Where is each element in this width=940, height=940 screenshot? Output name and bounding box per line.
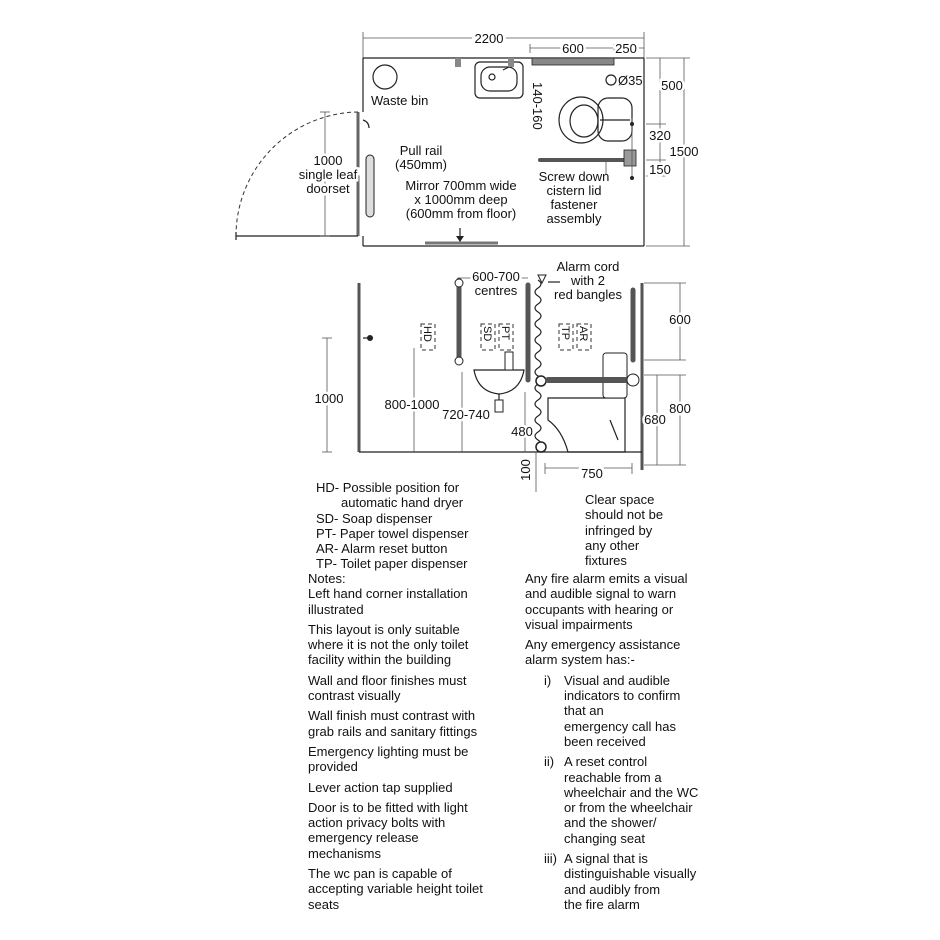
legend-row: PT- Paper towel dispenser	[316, 525, 469, 541]
elev-dim-480: 480	[511, 424, 533, 439]
dim-500: 500	[661, 78, 683, 93]
grab-rail-offset-dim: 250	[615, 41, 637, 56]
elev-dim-750: 750	[581, 466, 603, 481]
mirror-label-3: (600mm from floor)	[405, 206, 517, 221]
note-line: Left hand corner installation	[308, 586, 468, 602]
legend-row: SD- Soap dispenser	[316, 510, 433, 526]
note-line: visual impairments	[525, 616, 633, 632]
note-line: or from the wheelchair	[564, 800, 693, 816]
note-line: contrast visually	[308, 688, 401, 704]
note-line: and audible signal to warn	[525, 586, 677, 602]
note-line: where it is not the only toilet	[308, 637, 469, 653]
basin-offset-dim: 140-160	[530, 82, 545, 130]
note-line: emergency call has	[564, 718, 676, 734]
note-line: Any emergency assistance	[525, 637, 681, 653]
note-line: Any fire alarm emits a visual	[525, 571, 688, 586]
note-line: grab rails and sanitary fittings	[308, 723, 478, 739]
note-line: action privacy bolts with	[308, 815, 446, 831]
note-line: alarm system has:-	[525, 652, 635, 668]
elev-dim-800: 800	[669, 401, 691, 416]
grab-rail-width-dim: 600	[562, 41, 584, 56]
mirror-label-1: Mirror 700mm wide	[405, 178, 517, 193]
screw-label-1: Screw down	[538, 169, 610, 184]
screw-label-2: cistern lid	[546, 183, 602, 198]
note-line: illustrated	[308, 601, 364, 617]
note-line: distinguishable visually	[564, 866, 697, 882]
note-paragraph	[525, 571, 698, 632]
note-line: reachable from a	[564, 769, 662, 785]
note-line: changing seat	[564, 830, 645, 846]
alarm-requirement-item	[544, 851, 698, 912]
alarm-requirement-item	[544, 673, 698, 749]
pull-rail-label-2: (450mm)	[394, 157, 448, 172]
waste-bin-label: Waste bin	[371, 93, 429, 108]
elev-dim-1000: 1000	[314, 391, 344, 406]
note-line: The wc pan is capable of	[308, 866, 452, 882]
note-line: facility within the building	[308, 652, 452, 668]
clear-space-note	[585, 492, 663, 568]
alarm-label-2: with 2	[571, 273, 605, 288]
item-number: ii)	[544, 754, 555, 770]
elev-dim-600: 600	[669, 312, 691, 327]
hd-marker: HD	[421, 326, 433, 342]
elevation-view	[315, 259, 691, 492]
alarm-label-1: Alarm cord	[556, 259, 620, 274]
plan-view	[236, 31, 698, 246]
note-paragraph	[308, 571, 483, 617]
basin-elevation-icon	[474, 370, 524, 394]
note-line: indicators to confirm	[564, 688, 681, 704]
elev-dim-680: 680	[644, 412, 666, 427]
note-paragraph	[308, 622, 483, 668]
plan-width-dim: 2200	[474, 31, 504, 46]
note-line: provided	[308, 759, 358, 775]
legend-row: TP- Toilet paper dispenser	[316, 556, 468, 572]
note-line: mechanisms	[308, 845, 381, 861]
pull-rail-icon	[366, 155, 374, 217]
note-paragraph	[308, 673, 483, 704]
item-text	[564, 673, 680, 749]
note-line: Lever action tap supplied	[308, 779, 453, 795]
alarm-requirements-list	[525, 673, 698, 912]
elev-dim-720-740: 720-740	[442, 407, 490, 422]
elev-dim-100: 100	[518, 459, 533, 481]
note-line: Wall and floor finishes must	[308, 672, 467, 688]
clear-space-line: Clear space	[585, 492, 655, 507]
alarm-label-3: red bangles	[554, 287, 622, 302]
note-line: and audibly from	[564, 881, 661, 897]
alarm-requirement-item	[544, 754, 698, 846]
note-paragraph	[308, 780, 483, 795]
note-line: Door is to be fitted with light	[308, 799, 468, 815]
door-label-3: doorset	[306, 181, 350, 196]
note-line: Emergency lighting must be	[308, 743, 469, 759]
ar-marker: AR	[577, 326, 589, 342]
note-line: wheelchair and the WC	[564, 784, 699, 800]
note-paragraph	[308, 866, 483, 912]
note-paragraph	[525, 637, 698, 668]
item-number: i)	[544, 672, 552, 688]
note-line: Wall finish must contrast with	[308, 708, 476, 724]
clear-space-line: any other	[585, 537, 640, 553]
door-label-2: single leaf	[298, 167, 358, 182]
elev-dim-800-1000: 800-1000	[384, 397, 440, 412]
legend	[316, 480, 468, 572]
door-label-1: 1000	[313, 153, 343, 168]
note-paragraph	[308, 744, 483, 775]
clear-space-line: fixtures	[585, 553, 627, 569]
note-line: This layout is only suitable	[308, 621, 460, 637]
note-line: seats	[308, 896, 340, 912]
pt-marker: PT	[499, 326, 511, 341]
item-text	[564, 754, 698, 846]
clear-space-line: infringed by	[585, 522, 653, 538]
centres-label-1: 600-700	[472, 269, 520, 284]
dim-150: 150	[649, 162, 671, 177]
note-line: accepting variable height toilet	[308, 881, 483, 897]
screw-label-3: fastener	[550, 197, 598, 212]
mirror-label-2: x 1000mm deep	[414, 192, 508, 207]
waste-bin-icon	[373, 65, 397, 89]
note-line: been received	[564, 733, 646, 749]
item-text	[564, 851, 696, 912]
note-line: A signal that is	[564, 851, 648, 867]
notes-right	[525, 571, 698, 917]
item-number: iii)	[544, 851, 557, 867]
sd-marker: SD	[481, 326, 493, 342]
note-line: Visual and audible	[564, 672, 671, 688]
screw-label-4: assembly	[546, 211, 602, 226]
note-paragraph	[308, 800, 483, 861]
note-paragraph	[308, 708, 483, 739]
clear-space-line: should not be	[585, 507, 664, 523]
note-line: A reset control	[564, 754, 648, 770]
notes-left	[308, 571, 483, 917]
rail-diameter-dim: Ø35	[618, 73, 643, 88]
tp-marker: TP	[559, 326, 571, 341]
dim-1500: 1500	[669, 144, 699, 159]
note-line: Notes:	[308, 571, 346, 586]
centres-label-2: centres	[474, 283, 518, 298]
note-line: emergency release	[308, 830, 419, 846]
note-line: occupants with hearing or	[525, 601, 674, 617]
legend-row: HD- Possible position for	[316, 480, 460, 495]
pull-rail-label-1: Pull rail	[399, 143, 443, 158]
note-line: and the shower/	[564, 815, 657, 831]
note-line: the fire alarm	[564, 896, 640, 912]
legend-row: automatic hand dryer	[341, 495, 464, 511]
note-line: that an	[564, 703, 604, 719]
wc-elevation-icon	[548, 398, 625, 452]
dim-320: 320	[649, 128, 671, 143]
legend-row: AR- Alarm reset button	[316, 541, 448, 557]
